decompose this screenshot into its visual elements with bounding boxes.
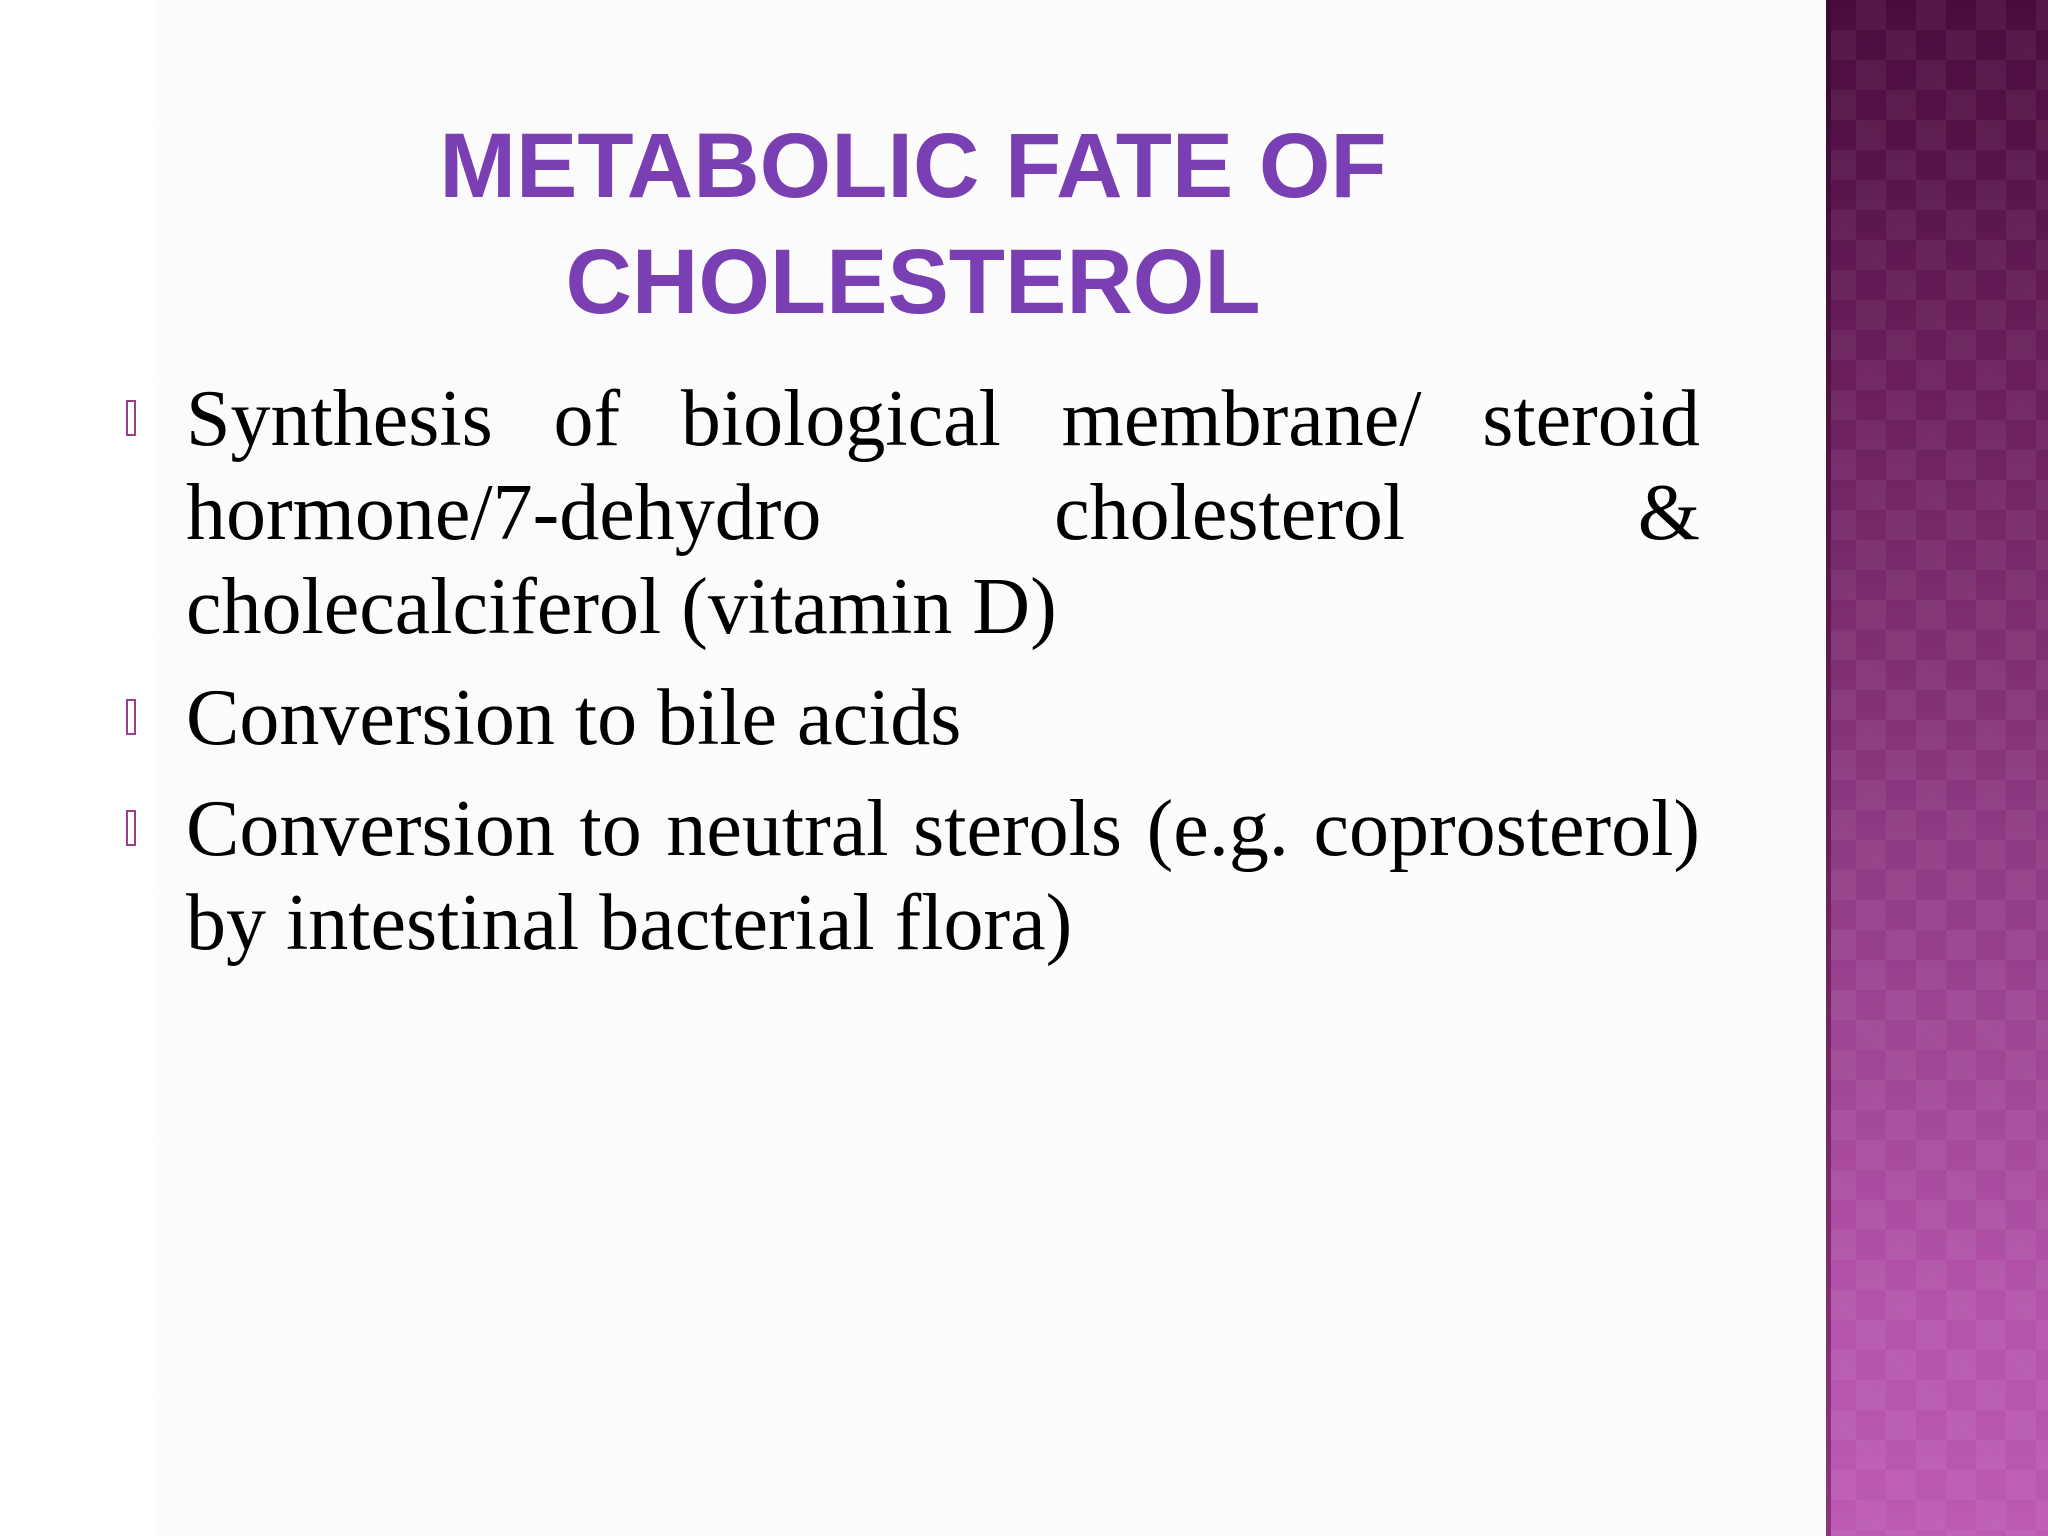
slide-title-line-2: CHOLESTEROL [565,231,1261,333]
bullet-text: Conversion to neutral sterols (e.g. coprosterol) by intestinal bacterial flora) [186,785,1700,967]
bullet-text: Synthesis of biological membrane/ steroid hormone/7-dehydro cholesterol & cholecalciferol (vitamin D) [186,375,1700,651]
slide-title [0,108,1826,340]
bullet-list [120,372,1700,987]
list-item [120,671,1700,765]
bullet-icon [126,400,136,436]
bullet-icon [126,699,136,735]
list-item [120,782,1700,970]
bullet-text: Conversion to bile acids [186,674,962,762]
list-item [120,372,1700,654]
decorative-side-band [1826,0,2048,1536]
bullet-icon [126,810,136,846]
side-band-pattern [1826,0,2048,1536]
side-band-edge [1826,0,1831,1536]
slide-title-line-1: METABOLIC FATE OF [439,115,1387,217]
